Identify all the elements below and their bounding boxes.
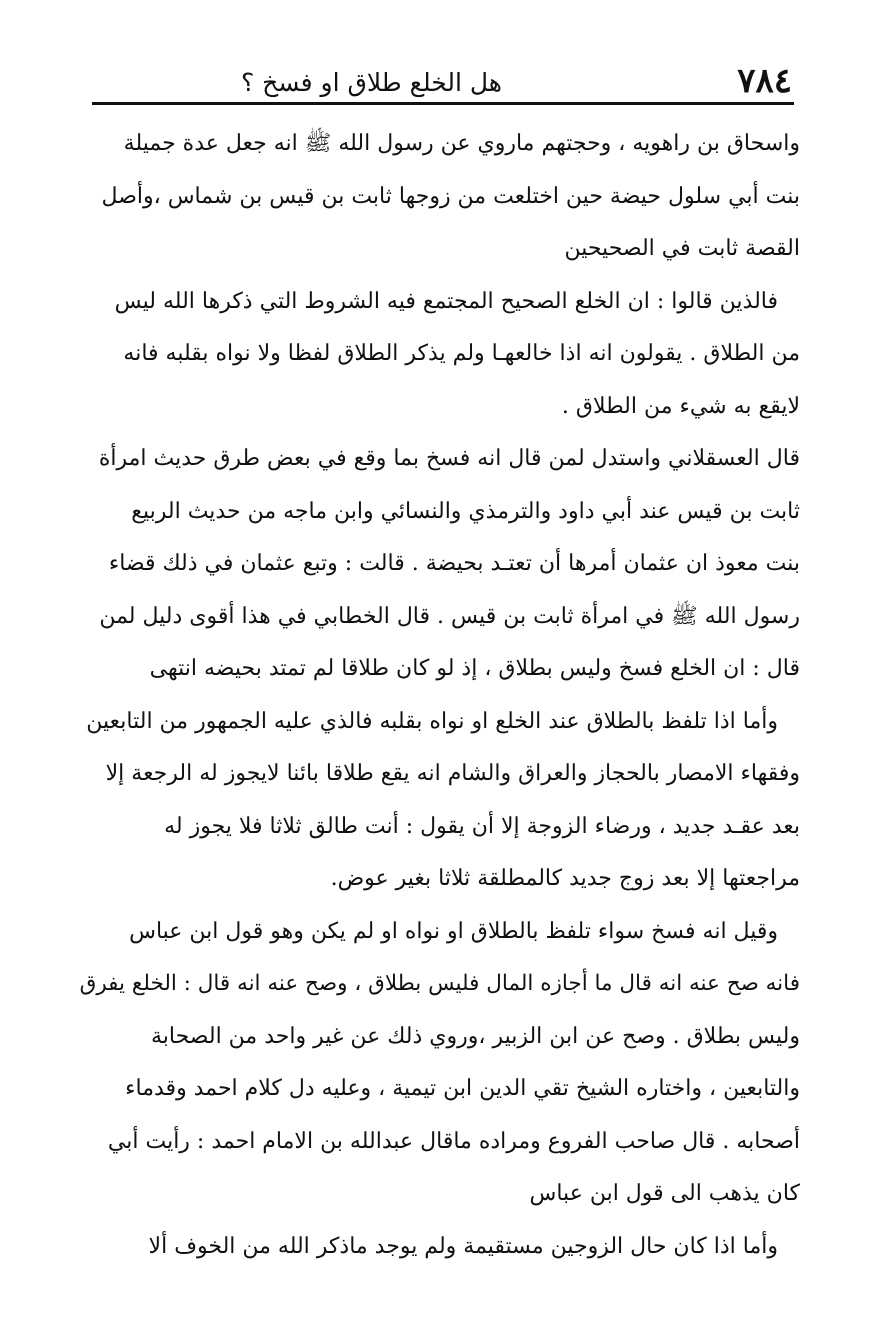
text-line: وليس بطلاق . وصح عن ابن الزبير ،وروي ذلك عن غير واحد من الصحابة [150, 1023, 800, 1049]
paragraph [80, 1221, 800, 1274]
running-title: هل الخلع طلاق او فسخ ؟ [240, 68, 502, 97]
text-line: ثابت بن قيس عند أبي داود والترمذي والنسائي وابن ماجه من حديث الربيع [131, 498, 800, 524]
text-line: القصة ثابت في الصحيحين [564, 236, 800, 261]
text-line: فانه صح عنه انه قال ما أجازه المال فليس بطلاق ، وصح عنه انه قال : الخلع يفرق [80, 971, 800, 996]
text-line: لايقع به شيء من الطلاق . [561, 393, 800, 419]
text-line: أصحابه . قال صاحب الفروع ومراده ماقال عبدالله بن الامام احمد : رأيت أبي [107, 1128, 800, 1154]
text-line: رسول الله ﷺ في امرأة ثابت بن قيس . قال الخطابي في هذا أقوى دليل لمن [99, 603, 800, 629]
text-line: فالذين قالوا : ان الخلع الصحيح المجتمع فيه الشروط التي ذكرها الله ليس [114, 288, 778, 314]
paragraph [80, 433, 800, 696]
text-line: وأما اذا كان حال الزوجين مستقيمة ولم يوجد ماذكر الله من الخوف ألا [148, 1233, 778, 1259]
text-line: من الطلاق . يقولون انه اذا خالعهـا ولم يذكر الطلاق لفظا ولا نواه بقلبه فانه [123, 341, 800, 366]
body-text [80, 118, 800, 1273]
text-line: واسحاق بن راهويه ، وحجتهم ماروي عن رسول الله ﷺ انه جعل عدة جميلة [123, 131, 800, 156]
paragraph [80, 118, 800, 276]
text-line: والتابعين ، واختاره الشيخ تقي الدين ابن تيمية ، وعليه دل كلام احمد وقدماء [125, 1076, 800, 1101]
text-line: قال العسقلاني واستدل لمن قال انه فسخ بما وقع في بعض طرق حديث امرأة [98, 446, 800, 471]
text-line: وفقهاء الامصار بالحجاز والعراق والشام انه يقع طلاقا بائنا لايجوز له الرجعة إلا [105, 761, 800, 786]
text-line: بنت أبي سلول حيضة حين اختلعت من زوجها ثابت بن قيس بن شماس ،وأصل [101, 183, 800, 209]
text-line: بعد عقـد جديد ، ورضاء الزوجة إلا أن يقول : أنت طالق ثلاثا فلا يجوز له [164, 813, 800, 839]
page-number: ٧٨٤ [737, 61, 792, 101]
paragraph [80, 696, 800, 906]
paragraph [80, 906, 800, 1221]
paragraph [80, 276, 800, 434]
header-divider [92, 102, 794, 105]
text-line: بنت معوذ ان عثمان أمرها أن تعتـد بحيضة . قالت : وتبع عثمان في ذلك قضاء [108, 551, 800, 576]
text-line: كان يذهب الى قول ابن عباس [529, 1181, 800, 1206]
text-line: مراجعتها إلا بعد زوج جديد كالمطلقة ثلاثا بغير عوض. [330, 866, 800, 891]
text-line: قال : ان الخلع فسخ وليس بطلاق ، إذ لو كان طلاقا لم تمتد بحيضه انتهى [149, 656, 800, 681]
text-line: وقيل انه فسخ سواء تلفظ بالطلاق او نواه او لم يكن وهو قول ابن عباس [129, 918, 778, 944]
page-header [92, 60, 792, 106]
text-line: وأما اذا تلفظ بالطلاق عند الخلع او نواه بقلبه فالذي عليه الجمهور من التابعين [86, 708, 778, 734]
